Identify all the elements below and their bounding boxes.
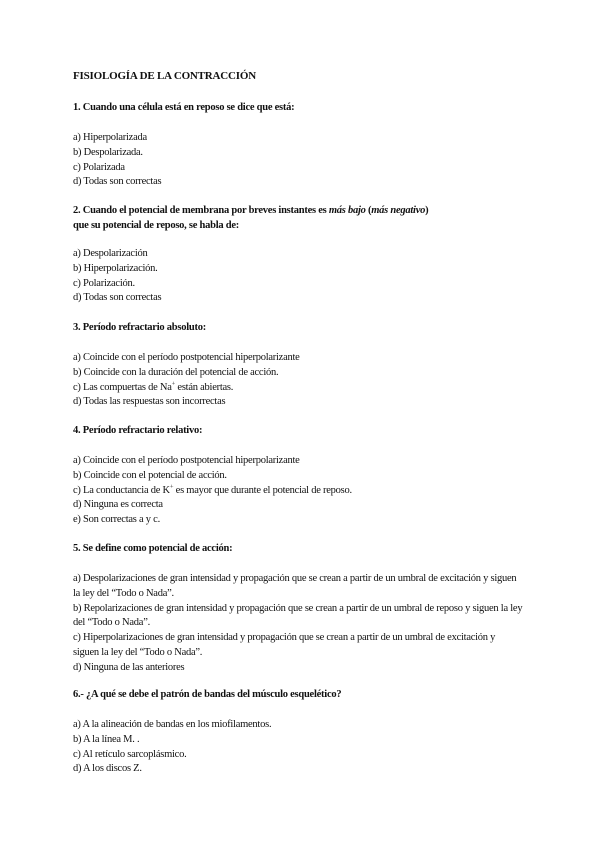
option-d: d) Todas son correctas bbox=[73, 176, 162, 188]
question-text: 5. Se define como potencial de acción: bbox=[73, 543, 233, 554]
question-5 bbox=[73, 541, 553, 676]
option-b: b) Despolarizada. bbox=[73, 146, 143, 158]
question-text: 6.- ¿A qué se debe el patrón de bandas del músculo esquelético? bbox=[73, 689, 342, 700]
option-d: d) A los discos Z. bbox=[73, 763, 142, 775]
question-3 bbox=[73, 320, 553, 410]
option-a: a) Coincide con el período postpotencial hiperpolarizante bbox=[73, 455, 300, 466]
question-1 bbox=[73, 100, 553, 190]
option-c: c) Las compuertas de Na+ están abiertas. bbox=[73, 380, 234, 393]
option-list bbox=[73, 454, 553, 528]
question-2 bbox=[73, 203, 553, 306]
option-b: b) Coincide con el potencial de acción. bbox=[73, 469, 227, 481]
question-text: 2. Cuando el potencial de membrana por breves instantes es más bajo (más negativo) que su potencial de reposo, se habla de: bbox=[73, 205, 429, 231]
option-d: d) Todas son correctas bbox=[73, 292, 162, 304]
question-text: 3. Período refractario absoluto: bbox=[73, 322, 206, 333]
option-c: c) Polarizada bbox=[73, 161, 125, 173]
option-c: c) Al retículo sarcoplásmico. bbox=[73, 748, 187, 760]
document-title: FISIOLOGÍA DE LA CONTRACCIÓN bbox=[73, 70, 256, 82]
option-c: c) Polarización. bbox=[73, 277, 135, 289]
option-b: b) A la línea M. . bbox=[73, 733, 140, 745]
option-a: a) Despolarización bbox=[73, 248, 148, 259]
question-text: 1. Cuando una célula está en reposo se dice que está: bbox=[73, 102, 295, 113]
option-list bbox=[73, 247, 553, 306]
option-a: a) Despolarizaciones de gran intensidad y propagación que se crean a partir de un umbral de excitación y siguen la ley del “Todo o Nada”. bbox=[73, 573, 517, 599]
question-text: 4. Período refractario relativo: bbox=[73, 425, 203, 436]
option-c: c) La conductancia de K+ es mayor que durante el potencial de reposo. bbox=[73, 483, 352, 496]
option-b: b) Hiperpolarización. bbox=[73, 262, 158, 274]
option-b: b) Repolarizaciones de gran intensidad y propagación que se crean a partir de un umbral de reposo y siguen la ley del “Todo o Nada”. bbox=[73, 602, 523, 629]
option-list bbox=[73, 572, 553, 676]
option-a: a) A la alineación de bandas en los miofilamentos. bbox=[73, 719, 272, 730]
option-e: e) Son correctas a y c. bbox=[73, 514, 160, 526]
option-list bbox=[73, 351, 553, 410]
option-b: b) Coincide con la duración del potencial de acción. bbox=[73, 366, 279, 378]
option-d: d) Todas las respuestas son incorrectas bbox=[73, 396, 226, 408]
question-6 bbox=[73, 687, 553, 777]
option-list bbox=[73, 718, 553, 777]
option-a: a) Hiperpolarizada bbox=[73, 132, 147, 143]
option-a: a) Coincide con el período postpotencial hiperpolarizante bbox=[73, 352, 300, 363]
option-d: d) Ninguna de las anteriores bbox=[73, 661, 185, 673]
option-list bbox=[73, 131, 553, 190]
option-d: d) Ninguna es correcta bbox=[73, 499, 163, 511]
option-c: c) Hiperpolarizaciones de gran intensidad y propagación que se crean a partir de un umbral de excitación y siguen la ley del “Todo o Nada”. bbox=[73, 632, 496, 658]
question-4 bbox=[73, 423, 553, 528]
